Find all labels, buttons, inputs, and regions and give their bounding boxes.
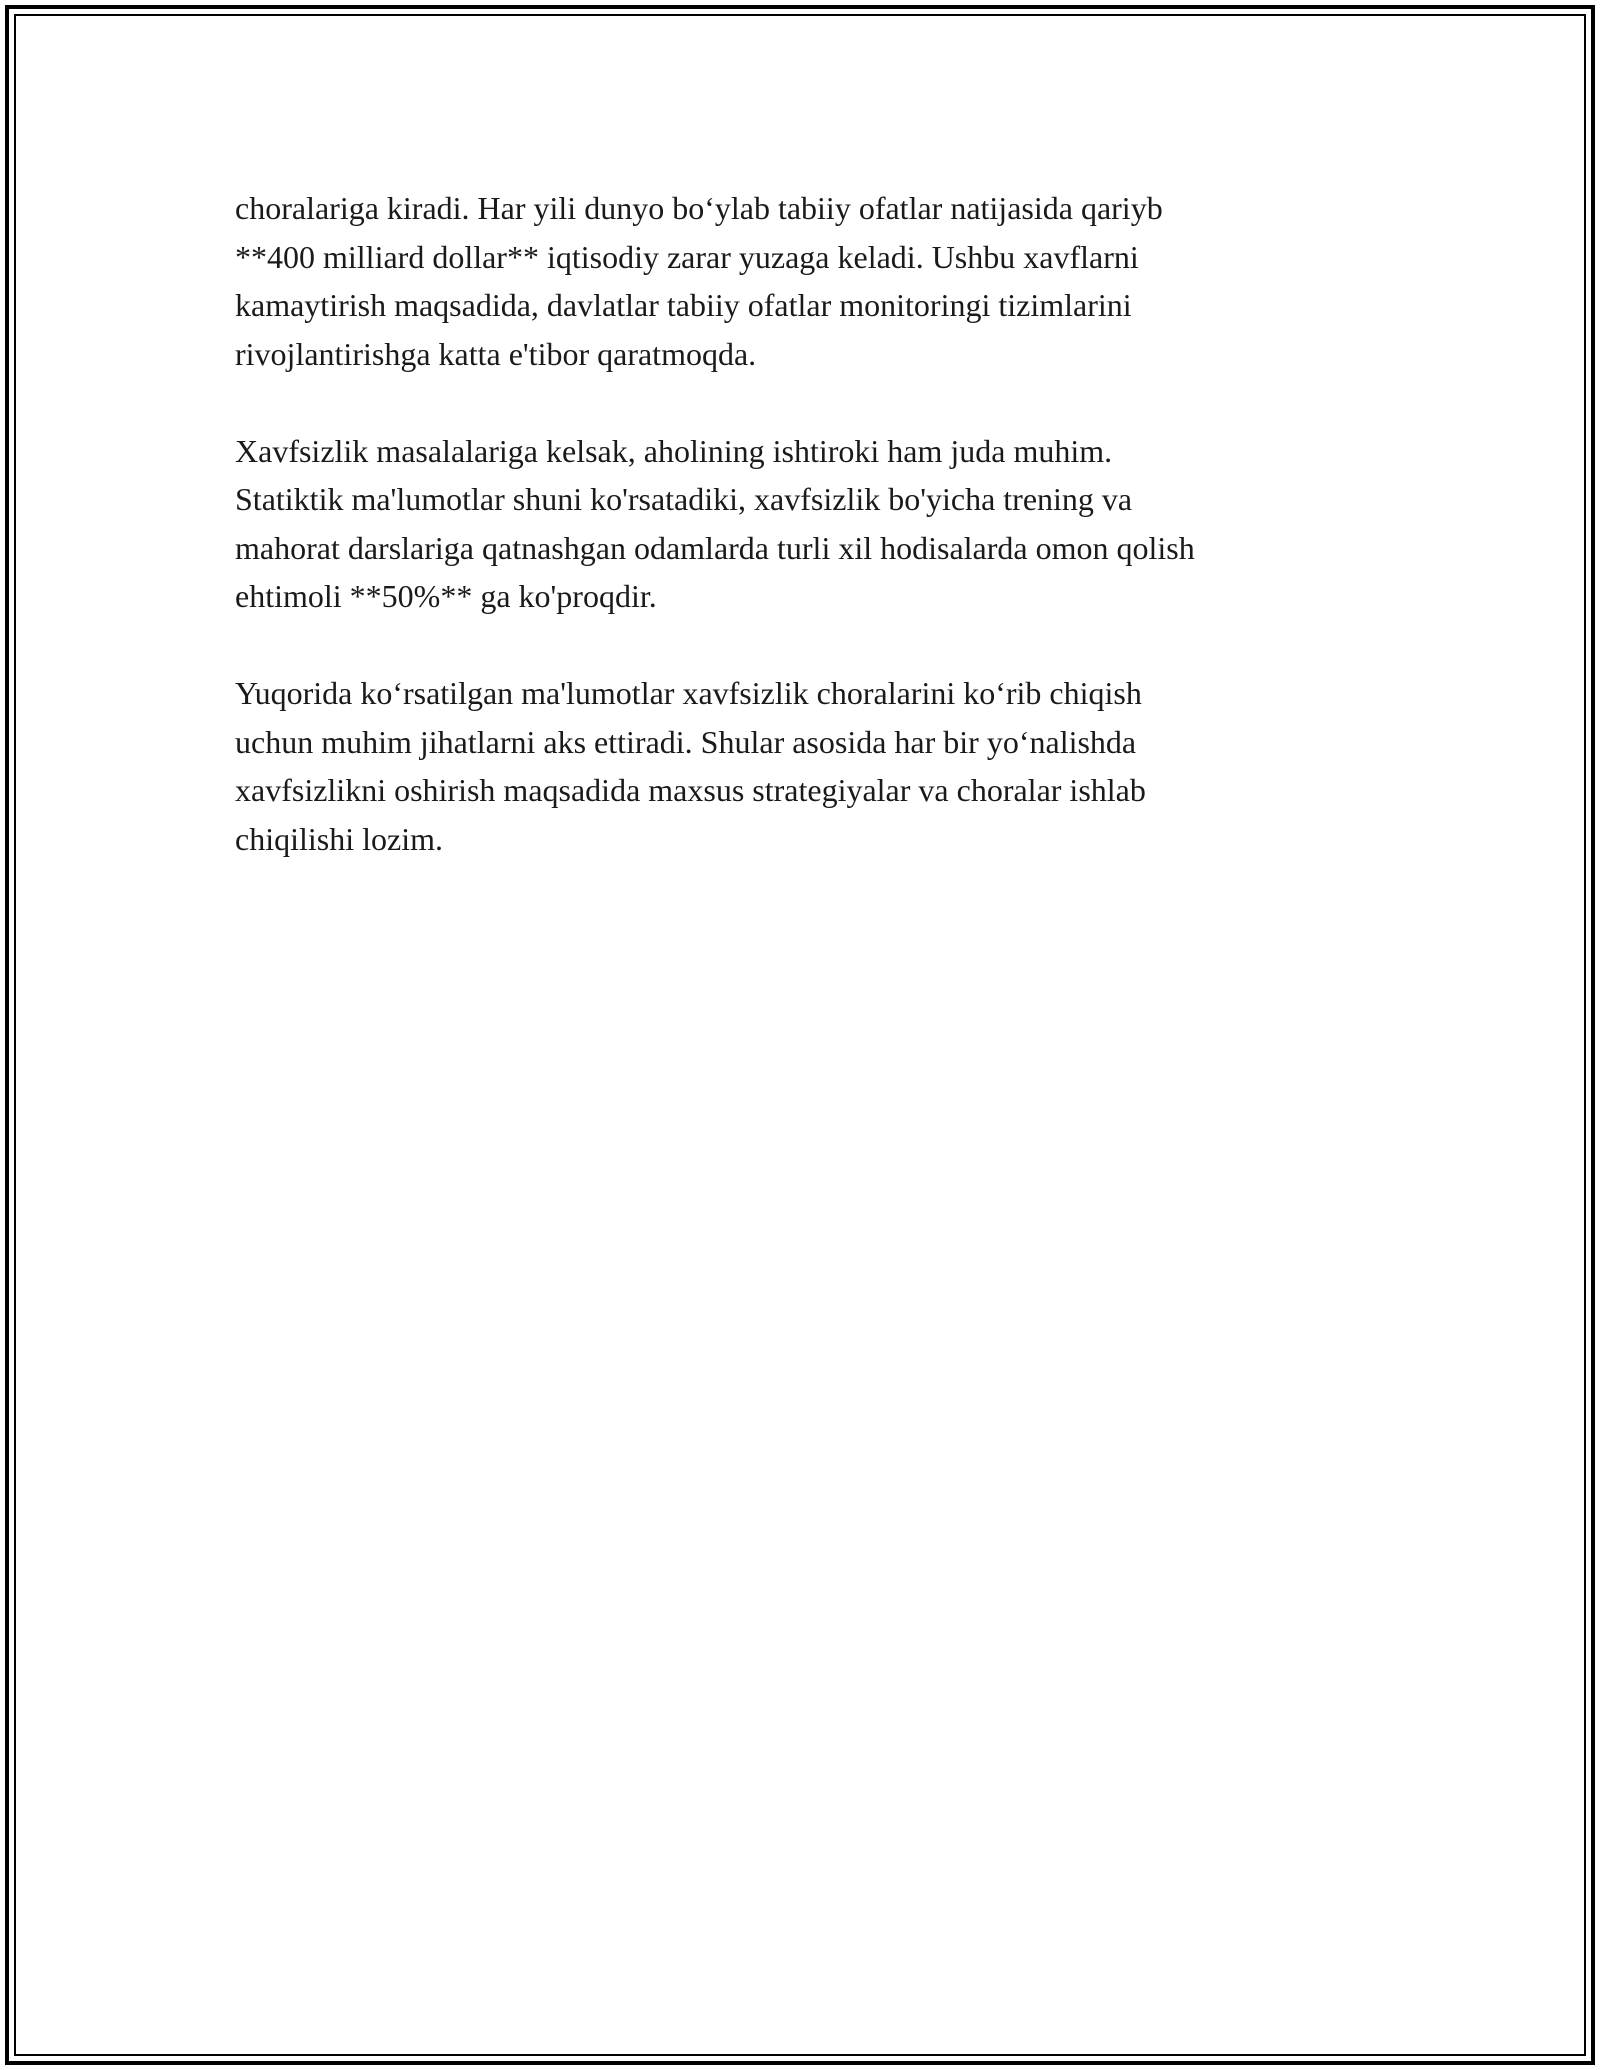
text-line: **400 milliard dollar** iqtisodiy zarar yuzaga keladi. Ushbu xavflarni — [235, 238, 1139, 275]
paragraph-3 — [235, 669, 1365, 863]
text-line: uchun muhim jihatlarni aks ettiradi. Shular asosida har bir yo‘nalishda — [235, 723, 1137, 760]
text-line: Yuqorida ko‘rsatilgan ma'lumotlar xavfsizlik choralarini ko‘rib chiqish — [235, 675, 1142, 711]
text-line: rivojlantirishga katta e'tibor qaratmoqda. — [235, 335, 757, 372]
text-line: xavfsizlikni oshirish maqsadida maxsus strategiyalar va choralar ishlab — [235, 772, 1146, 808]
text-line: choralariga kiradi. Har yili dunyo bo‘ylab tabiiy ofatlar natijasida qariyb — [235, 190, 1163, 226]
text-line: ehtimoli **50%** ga ko'proqdir. — [235, 578, 657, 614]
text-line: Statiktik ma'lumotlar shuni ko'rsatadiki, xavfsizlik bo'yicha trening va — [235, 481, 1133, 517]
text-line: Xavfsizlik masalalariga kelsak, aholining ishtiroki ham juda muhim. — [235, 432, 1113, 469]
paragraph-2 — [235, 427, 1365, 621]
text-line: chiqilishi lozim. — [235, 820, 443, 857]
text-line: kamaytirish maqsadida, davlatlar tabiiy ofatlar monitoringi tizimlarini — [235, 287, 1132, 323]
paragraph-1 — [235, 184, 1365, 378]
text-line: mahorat darslariga qatnashgan odamlarda turli xil hodisalarda omon qolish — [235, 529, 1195, 566]
document-body — [235, 184, 1365, 912]
